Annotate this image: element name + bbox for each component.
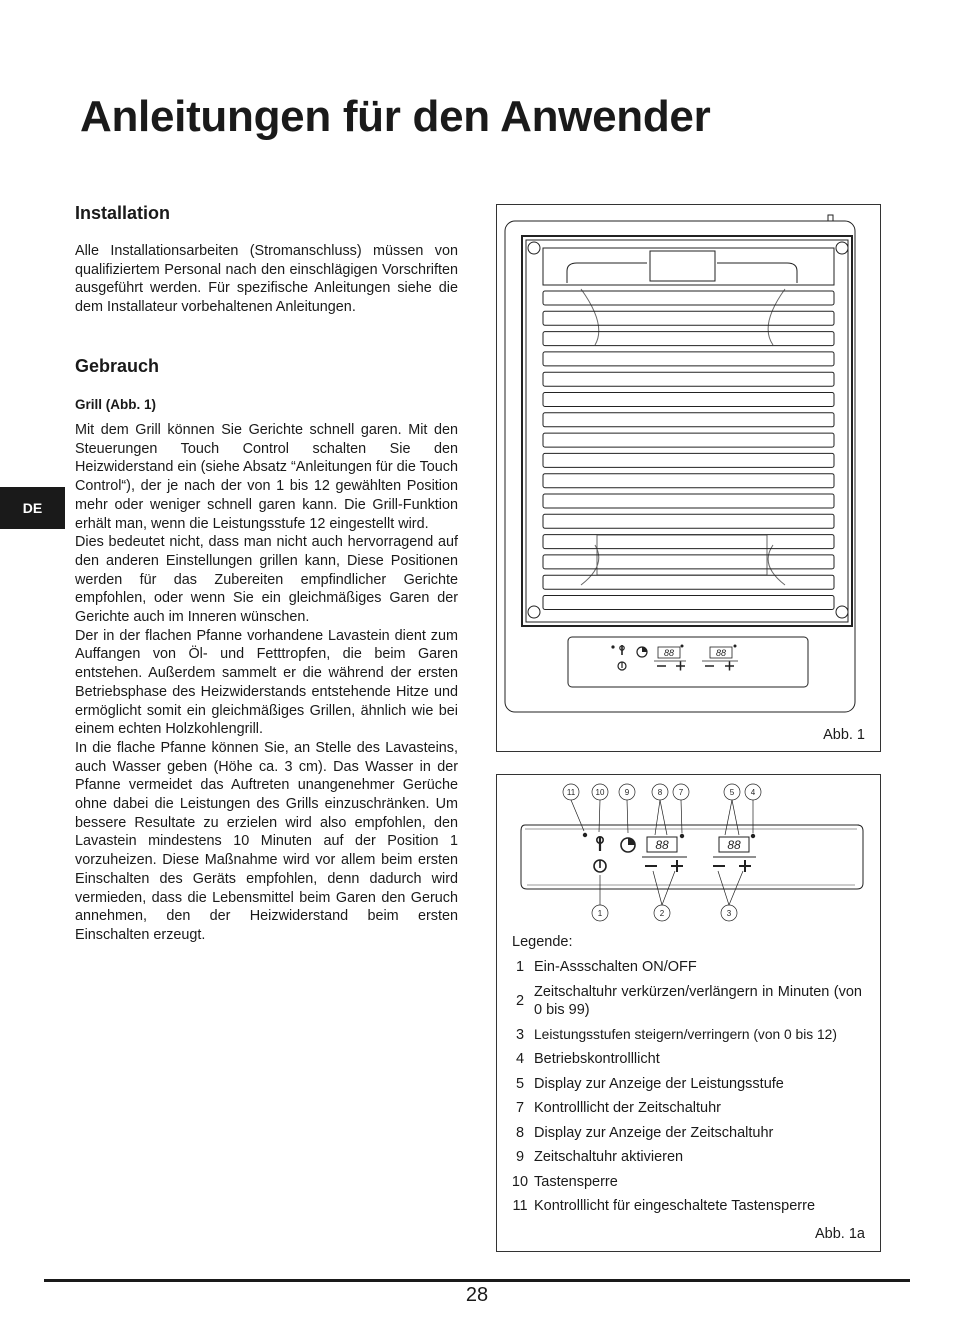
grill-bar [543, 514, 834, 528]
language-tab [0, 487, 65, 529]
grill-bar [543, 352, 834, 366]
svg-text:10: 10 [595, 788, 605, 797]
svg-text:4: 4 [750, 788, 756, 797]
grill-corner-screw [836, 606, 848, 618]
legend-number: 5 [515, 1075, 525, 1092]
legend-number: 10 [511, 1173, 529, 1190]
legend-row [506, 1072, 862, 1097]
legend-table [506, 955, 862, 1219]
grill-bar [543, 555, 834, 569]
timer-display-digits: 88 [663, 648, 675, 658]
timer-display-digits: 88 [655, 838, 669, 852]
legend-row [506, 1194, 862, 1219]
svg-text:9: 9 [624, 788, 630, 797]
grill-bar [543, 372, 834, 386]
svg-text:8: 8 [657, 788, 663, 797]
grill-corner-screw [528, 242, 540, 254]
grill-bar [543, 311, 834, 325]
legend-text: Ein-Assschalten ON/OFF [534, 959, 697, 976]
grill-bars [543, 291, 834, 610]
grill-bar [543, 332, 834, 346]
legend-row [506, 1047, 862, 1072]
legend-text: Display zur Anzeige der Leistungsstufe [534, 1075, 784, 1092]
legend-row [506, 1145, 862, 1170]
gebrauch-text [75, 421, 458, 945]
panel-outline [521, 825, 863, 889]
grill-handle-plate [650, 251, 715, 281]
grill-bar [543, 474, 834, 488]
legend-number: 7 [515, 1100, 525, 1117]
legend-title: Legende: [512, 934, 573, 950]
svg-text:7: 7 [678, 788, 684, 797]
installation-heading: Installation [75, 203, 171, 223]
legend-number: 4 [515, 1051, 525, 1068]
installation-paragraph: Alle Installationsarbeiten (Stromanschluss) müssen von qualifiziertem Personal nach den einschlägigen Vorschriften ausgeführt werden. Für spezifische Anleitungen siehe die dem Installateur vorbehaltenen Anleitungen. [75, 243, 458, 316]
svg-text:3: 3 [726, 909, 732, 918]
legend-text: Zeitschaltuhr verkürzen/verlängern in Minuten (von 0 bis 99) [534, 984, 862, 1018]
legend-text: Kontrolllicht der Zeitschaltuhr [534, 1100, 721, 1117]
grill-bar [543, 393, 834, 407]
legend-number: 11 [512, 1198, 528, 1215]
page-number: 28 [465, 1284, 489, 1306]
svg-text:2: 2 [659, 909, 665, 918]
legend-row [506, 955, 862, 980]
control-panel-diagram [497, 775, 880, 925]
power-display-digits: 88 [727, 838, 741, 852]
panel-controls [611, 645, 738, 671]
legend-row [506, 980, 862, 1023]
legend-text: Display zur Anzeige der Zeitschaltuhr [534, 1124, 774, 1141]
legend-row [506, 1170, 862, 1195]
installation-text [75, 242, 458, 317]
figure1-caption: Abb. 1 [823, 727, 865, 743]
grill-illustration [497, 205, 880, 751]
language-tab-label: DE [22, 500, 43, 516]
legend-number: 9 [515, 1149, 525, 1166]
legend-text: Betriebskontrolllicht [534, 1051, 660, 1068]
grill-bar [543, 575, 834, 589]
legend-row [506, 1096, 862, 1121]
panel-symbols [583, 833, 756, 872]
legend-text: Leistungsstufen steigern/verringern (von 0 bis 12) [534, 1026, 837, 1042]
legend-row [506, 1121, 862, 1146]
grill-handle-bar [543, 248, 834, 285]
footer-rule [44, 1279, 910, 1282]
grill-bar [543, 453, 834, 467]
gebrauch-paragraph-3: Der in der flachen Pfanne vorhandene Lavastein dient zum Auffangen von Öl- und Fetttropfen, die beim Garen entstehen. Außerdem sammelt er die während der ersten Betriebsphase des Heizwiderstands entstehende Hitze und ermöglicht somit ein gleichmäßiges Grillen, ähnlich wie bei einem echten Holzkohlengrill. [75, 627, 458, 738]
page-title: Anleitungen für den Anwender [80, 92, 711, 141]
legend-text: Zeitschaltuhr aktivieren [534, 1149, 684, 1166]
grill-inner-frame [526, 240, 848, 622]
svg-text:11: 11 [566, 788, 576, 797]
legend-text: Kontrolllicht für eingeschaltete Tastensperre [534, 1198, 816, 1215]
legend-number: 2 [515, 993, 525, 1009]
legend-number: 1 [515, 959, 525, 976]
legend-text: Tastensperre [534, 1173, 618, 1190]
grill-handle-arc [567, 263, 797, 283]
grill-bar [543, 494, 834, 508]
figure-control-panel [496, 774, 881, 1252]
appliance-tab [828, 215, 833, 221]
grill-bar [543, 433, 834, 447]
gebrauch-paragraph-2: Dies bedeutet nicht, dass man nicht auch hervorragend auf den anderen Einstellungen grillen kann, Diese Positionen werden für das Zubereiten empfindlicher Gerichte empfohlen, oder wenn Sie ein gleichmäßiges Garen der Gerichte auch im Inneren wünschen. [75, 534, 458, 626]
legend-number: 8 [515, 1124, 525, 1141]
gebrauch-paragraph-4: In die flache Pfanne können Sie, an Stelle des Lavasteins, auch Wasser geben (Höhe ca. 3 cm). Das Wasser in der Pfanne vermeidet das Auftreten unangenehmer Gerüche ohne dabei die Leistungen des Grills einzuschränken. Um bessere Resultate zu erzielen wird also empfohlen, den Lavastein mindestens 10 Minuten auf der Position 1 vorzuheizen. Diese Maßnahme wird vor allem beim ersten Einschalten des Geräts empfohlen, denn dadurch wird vermieden, dass die Lebensmittel beim Garen den Geruch annehmen, den der Heizwiderstand beim ersten Einschalten erzeugt. [75, 739, 458, 943]
grill-corner-screw [836, 242, 848, 254]
gebrauch-paragraph-1: Mit dem Grill können Sie Gerichte schnell garen. Mit den Steuerungen Touch Control schalten Sie den Heizwiderstand ein (siehe Absatz “Anleitungen für die Touch Control“), der je nach der von 1 bis 12 gewählten Position mehr oder weniger schnell garen kann. Die Grill-Funktion erhält man, wenn die Leistungsstufe 12 eingestellt wird. [75, 422, 458, 532]
appliance-outline [505, 221, 855, 712]
grill-bar [543, 596, 834, 610]
figure1a-caption: Abb. 1a [815, 1226, 865, 1242]
legend-row [506, 1023, 862, 1048]
control-panel [568, 637, 808, 687]
gebrauch-heading: Gebrauch [75, 356, 160, 376]
grill-subheading: Grill (Abb. 1) [75, 397, 156, 412]
grill-frame [522, 236, 852, 626]
legend-number: 3 [515, 1026, 525, 1043]
svg-text:5: 5 [729, 788, 735, 797]
grill-bar [543, 413, 834, 427]
power-display-digits: 88 [715, 648, 727, 658]
svg-text:1: 1 [597, 909, 603, 918]
grill-bar [543, 535, 834, 549]
figure-grill [496, 204, 881, 752]
grill-corner-screw [528, 606, 540, 618]
